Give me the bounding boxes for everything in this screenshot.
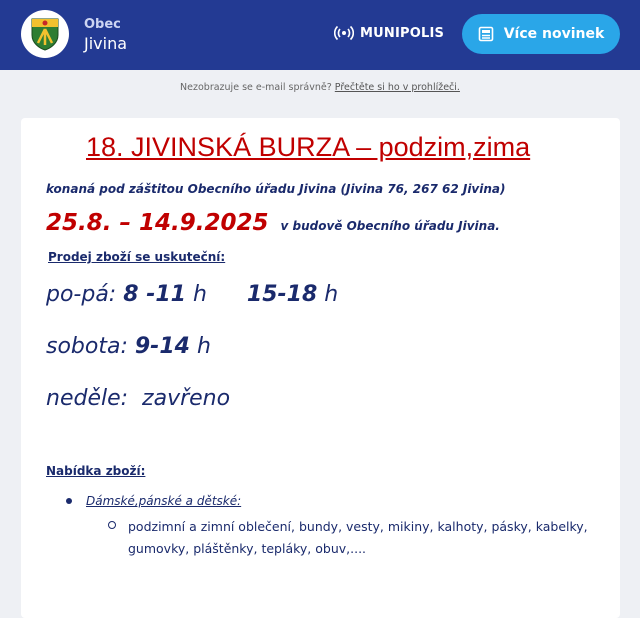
schedule-weekdays <box>46 282 600 308</box>
broadcast-icon <box>334 23 354 43</box>
category-label: Dámské,pánské a dětské: <box>86 494 242 508</box>
view-in-browser-link[interactable]: Přečtěte si ho v prohlížeči. <box>334 82 460 93</box>
event-dates: 25.8. – 14.9.2025 <box>46 210 269 236</box>
weekday-hours-1: 8 -11 <box>123 282 186 307</box>
munipolis-brand[interactable] <box>334 23 444 43</box>
more-news-label: Více novinek <box>503 26 605 42</box>
offer-heading: Nabídka zboží: <box>46 464 146 478</box>
sunday-label: neděle: <box>46 386 129 411</box>
browser-view-notice <box>0 70 640 106</box>
organization-name <box>84 16 127 54</box>
unit-2: h <box>324 282 339 307</box>
more-news-button[interactable] <box>462 14 620 54</box>
event-venue: v budově Obecního úřadu Jivina. <box>280 219 500 233</box>
org-kind: Obec <box>84 17 121 32</box>
sunday-value: zavřeno <box>142 386 231 411</box>
newsletter-card <box>21 118 620 618</box>
unit-1: h <box>192 282 207 307</box>
crest-icon <box>30 17 60 51</box>
schedule-sunday <box>46 386 600 412</box>
schedule-saturday <box>46 334 600 360</box>
org-name: Jivina <box>84 34 128 53</box>
unit-3: h <box>196 334 211 359</box>
weekday-label: po-pá: <box>46 282 117 307</box>
saturday-hours: 9-14 <box>134 334 190 359</box>
brand-label: MUNIPOLIS <box>360 25 445 41</box>
newspaper-icon <box>478 26 494 42</box>
circle-bullet-icon <box>108 521 116 529</box>
sub-list-item <box>108 516 600 560</box>
notice-text: Nezobrazuje se e-mail správně? <box>180 82 332 93</box>
village-crest-logo[interactable] <box>21 10 69 58</box>
category-list-item <box>66 494 600 508</box>
saturday-label: sobota: <box>46 334 128 359</box>
sale-heading: Prodej zboží se uskuteční: <box>48 250 226 264</box>
weekday-hours-2: 15-18 <box>246 282 318 307</box>
article-subtitle: konaná pod záštitou Obecního úřadu Jivina (Jivina 76, 267 62 Jivina) <box>46 182 506 196</box>
article-title: 18. JIVINSKÁ BURZA – podzim,zima <box>86 132 531 162</box>
header-bar <box>0 0 640 70</box>
bullet-icon <box>66 498 72 504</box>
date-row <box>46 210 600 236</box>
item-text: podzimní a zimní oblečení, bundy, vesty, mikiny, kalhoty, pásky, kabelky, gumovky, pláštěnky, tepláky, obuv,.... <box>128 519 588 556</box>
